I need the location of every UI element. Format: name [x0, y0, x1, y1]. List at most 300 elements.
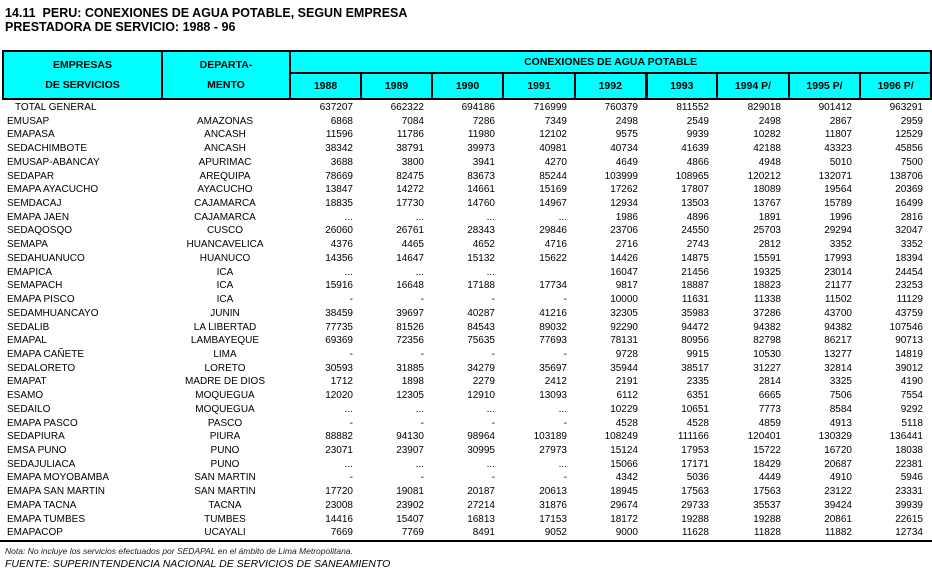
departamento-cell: LAMBAYEQUE: [190, 335, 260, 347]
value-cell: 2716: [615, 239, 638, 251]
value-cell: 16720: [824, 444, 852, 456]
value-cell: 19325: [753, 266, 781, 278]
value-cell: 4376: [330, 239, 353, 251]
value-cell: 14272: [396, 184, 424, 196]
value-cell: ...: [415, 458, 424, 470]
value-cell: -: [349, 294, 353, 306]
value-cell: 77735: [325, 321, 353, 333]
value-cell: 30593: [325, 362, 353, 374]
value-cell: 3352: [829, 239, 852, 251]
empresa-cell: EMUSAP: [7, 115, 50, 127]
value-cell: 11502: [824, 294, 852, 306]
value-cell: -: [491, 348, 495, 360]
empresa-cell: EMAPA SAN MARTIN: [7, 486, 105, 498]
value-cell: 89032: [539, 321, 567, 333]
value-cell: 83673: [467, 170, 495, 182]
departamento-cell: CUSCO: [206, 225, 244, 237]
empresa-cell: EMAPASA: [7, 129, 55, 141]
departamento-cell: AREQUIPA: [199, 170, 251, 182]
table-row: [2, 458, 930, 472]
value-cell: 39939: [895, 499, 923, 511]
value-cell: 10000: [610, 294, 638, 306]
value-cell: 2867: [829, 115, 852, 127]
value-cell: 15789: [824, 198, 852, 210]
value-cell: 38459: [325, 307, 353, 319]
value-cell: 120212: [747, 170, 781, 182]
table-row: [2, 526, 930, 540]
value-cell: 42188: [753, 143, 781, 155]
empresa-cell: SEDAQOSQO: [7, 225, 73, 237]
value-cell: 19288: [681, 513, 709, 525]
value-cell: ...: [558, 403, 567, 415]
value-cell: 14760: [467, 198, 495, 210]
value-cell: 18172: [610, 513, 638, 525]
header-year-1995: 1995 P/: [789, 73, 860, 99]
value-cell: 43759: [895, 307, 923, 319]
value-cell: 108249: [604, 431, 638, 443]
value-cell: 14426: [610, 252, 638, 264]
departamento-cell: LA LIBERTAD: [193, 321, 257, 333]
value-cell: ...: [558, 211, 567, 223]
value-cell: ...: [344, 211, 353, 223]
departamento-cell: APURIMAC: [198, 156, 252, 168]
value-cell: 29733: [681, 499, 709, 511]
empresa-cell: SEDAILO: [7, 403, 51, 415]
table-row: [2, 170, 930, 184]
value-cell: 39973: [467, 143, 495, 155]
value-cell: 6112: [616, 390, 638, 402]
value-cell: -: [420, 472, 424, 484]
value-cell: 5118: [901, 417, 923, 429]
value-cell: 4465: [401, 239, 424, 251]
value-cell: 15591: [753, 252, 781, 264]
table-row: [2, 430, 930, 444]
value-cell: 14647: [396, 252, 424, 264]
value-cell: 7506: [829, 390, 852, 402]
value-cell: 103999: [604, 170, 638, 182]
value-cell: 82475: [396, 170, 424, 182]
value-cell: 9292: [900, 403, 923, 415]
value-cell: 34279: [467, 362, 495, 374]
departamento-cell: LORETO: [204, 362, 246, 374]
table-row: [2, 211, 930, 225]
header-empresas-line2: DE SERVICIOS: [45, 79, 120, 91]
table-row: [2, 471, 930, 485]
value-cell: 3688: [330, 156, 353, 168]
header-group-conexiones: CONEXIONES DE AGUA POTABLE: [290, 51, 931, 73]
header-empresas: [3, 51, 162, 99]
value-cell: 4859: [758, 417, 781, 429]
empresa-cell: EMUSAP-ABANCAY: [7, 156, 100, 168]
table-row: [2, 293, 930, 307]
value-cell: 11828: [753, 527, 781, 539]
value-cell: 17953: [681, 444, 709, 456]
value-cell: ...: [344, 266, 353, 278]
value-cell: 4449: [758, 472, 781, 484]
header-year-1991: 1991: [503, 73, 575, 99]
value-cell: 16813: [467, 513, 495, 525]
departamento-cell: CAJAMARCA: [194, 211, 256, 223]
value-cell: 94130: [396, 431, 424, 443]
departamento-cell: TACNA: [208, 499, 242, 511]
value-cell: 69369: [325, 335, 353, 347]
empresa-cell: EMSA PUNO: [7, 444, 67, 456]
value-cell: 31885: [396, 362, 424, 374]
value-cell: 17563: [753, 486, 781, 498]
departamento-cell: [161, 101, 289, 115]
value-cell: 13767: [753, 198, 781, 210]
value-cell: 9728: [615, 348, 638, 360]
empresa-cell: SEDAMHUANCAYO: [7, 307, 99, 319]
empresa-cell: SEMAPA: [7, 239, 48, 251]
value-cell: -: [349, 417, 353, 429]
value-cell: 2549: [686, 115, 709, 127]
page-title-line1: 14.11 PERU: CONEXIONES DE AGUA POTABLE, SEGUN EMPRESA: [5, 6, 408, 20]
value-cell: 17720: [325, 486, 353, 498]
value-cell: -: [563, 294, 567, 306]
departamento-cell: ICA: [216, 266, 234, 278]
value-cell: ...: [486, 211, 495, 223]
value-cell: 28343: [467, 225, 495, 237]
value-cell: 18945: [610, 486, 638, 498]
value-cell: 16047: [610, 266, 638, 278]
value-cell: 8491: [472, 527, 495, 539]
value-cell: 20687: [824, 458, 852, 470]
value-cell: 9817: [615, 280, 638, 292]
value-cell: ...: [415, 266, 424, 278]
table-row: [2, 238, 930, 252]
value-cell: 7669: [330, 527, 353, 539]
value-cell: 10651: [681, 403, 709, 415]
departamento-cell: SAN MARTIN: [194, 472, 256, 484]
value-cell: 29846: [539, 225, 567, 237]
value-cell: 23907: [396, 444, 424, 456]
empresa-cell: SEDALIB: [7, 321, 50, 333]
table-row: [2, 389, 930, 403]
departamento-cell: AYACUCHO: [197, 184, 253, 196]
empresa-cell: EMAPA JAEN: [7, 211, 70, 223]
data-table: [2, 101, 930, 540]
page-title-line2: PRESTADORA DE SERVICIO: 1988 - 96: [5, 20, 236, 34]
empresa-cell: EMAPA MOYOBAMBA: [7, 472, 110, 484]
empresa-cell: EMAPAT: [7, 376, 47, 388]
departamento-cell: MADRE DE DIOS: [184, 376, 265, 388]
empresa-cell: SEDAPAR: [7, 170, 55, 182]
value-cell: 20861: [824, 513, 852, 525]
value-cell: 17563: [681, 486, 709, 498]
value-cell: 7773: [758, 403, 781, 415]
empresa-cell: EMAPAL: [7, 335, 47, 347]
value-cell: 1898: [401, 376, 424, 388]
table-row: [2, 252, 930, 266]
value-cell: 103189: [533, 431, 567, 443]
value-cell: 18089: [753, 184, 781, 196]
value-cell: 35537: [753, 499, 781, 511]
departamento-cell: AMAZONAS: [196, 115, 254, 127]
value-cell: 94472: [681, 321, 709, 333]
value-cell: 17993: [824, 252, 852, 264]
empresa-cell: SEMDACAJ: [7, 198, 62, 210]
value-cell: 21177: [824, 280, 852, 292]
value-cell: 29674: [610, 499, 638, 511]
value-cell: 9915: [686, 348, 709, 360]
value-cell: 716999: [533, 102, 567, 113]
value-cell: 13093: [539, 390, 567, 402]
value-cell: 19081: [396, 486, 424, 498]
empresa-cell: TOTAL GENERAL: [15, 102, 97, 113]
value-cell: 7500: [900, 156, 923, 168]
value-cell: 12910: [467, 390, 495, 402]
value-cell: 3352: [900, 239, 923, 251]
empresa-cell: ESAMO: [7, 390, 44, 402]
departamento-cell: ANCASH: [204, 129, 246, 141]
value-cell: 31227: [753, 362, 781, 374]
value-cell: 32047: [895, 225, 923, 237]
value-cell: ...: [486, 403, 495, 415]
value-cell: 27973: [539, 444, 567, 456]
value-cell: 92290: [610, 321, 638, 333]
value-cell: 32814: [824, 362, 852, 374]
value-cell: 11628: [681, 527, 709, 539]
value-cell: 694186: [461, 102, 495, 113]
value-cell: 2191: [615, 376, 638, 388]
value-cell: 38342: [325, 143, 353, 155]
header-year-1988: 1988: [290, 73, 361, 99]
table-body: [2, 101, 930, 540]
value-cell: -: [420, 294, 424, 306]
value-cell: 17734: [539, 280, 567, 292]
value-cell: 20369: [895, 184, 923, 196]
value-cell: 4190: [900, 376, 923, 388]
value-cell: 7286: [472, 115, 495, 127]
value-cell: 2814: [758, 376, 781, 388]
table-row: [2, 334, 930, 348]
value-cell: 8584: [829, 403, 852, 415]
value-cell: ...: [486, 266, 495, 278]
value-cell: -: [491, 417, 495, 429]
value-cell: 108965: [675, 170, 709, 182]
value-cell: 18429: [753, 458, 781, 470]
value-cell: 15407: [396, 513, 424, 525]
value-cell: 4948: [758, 156, 781, 168]
value-cell: 90713: [895, 335, 923, 347]
table-row: [2, 183, 930, 197]
value-cell: 77693: [539, 335, 567, 347]
value-cell: 4910: [829, 472, 852, 484]
value-cell: 132071: [818, 170, 852, 182]
value-cell: 14661: [467, 184, 495, 196]
departamento-cell: LIMA: [213, 348, 237, 360]
value-cell: 12102: [539, 129, 567, 141]
value-cell: 3325: [829, 376, 852, 388]
value-cell: 2498: [758, 115, 781, 127]
value-cell: 19288: [753, 513, 781, 525]
value-cell: -: [563, 348, 567, 360]
value-cell: 6665: [758, 390, 781, 402]
value-cell: 23008: [325, 499, 353, 511]
value-cell: 4528: [686, 417, 709, 429]
value-cell: 18823: [753, 280, 781, 292]
value-cell: ...: [558, 458, 567, 470]
value-cell: 12529: [895, 129, 923, 141]
value-cell: 15132: [467, 252, 495, 264]
value-cell: 2743: [686, 239, 709, 251]
value-cell: 40981: [539, 143, 567, 155]
value-cell: 11338: [753, 294, 781, 306]
value-cell: -: [420, 348, 424, 360]
value-cell: 15124: [610, 444, 638, 456]
header-year-1990: 1990: [432, 73, 503, 99]
value-cell: 26761: [396, 225, 424, 237]
empresa-cell: EMAPA TUMBES: [7, 513, 85, 525]
value-cell: 14819: [895, 348, 923, 360]
value-cell: 4652: [472, 239, 495, 251]
value-cell: 72356: [396, 335, 424, 347]
header-departamento-line2: MENTO: [207, 79, 245, 91]
value-cell: 6351: [686, 390, 709, 402]
value-cell: 22381: [895, 458, 923, 470]
departamento-cell: CAJAMARCA: [194, 198, 256, 210]
value-cell: 4716: [544, 239, 567, 251]
value-cell: 4866: [686, 156, 709, 168]
value-cell: 1891: [758, 211, 781, 223]
value-cell: 40287: [467, 307, 495, 319]
value-cell: 15169: [539, 184, 567, 196]
value-cell: 4342: [615, 472, 638, 484]
value-cell: 4528: [615, 417, 638, 429]
value-cell: 82798: [753, 335, 781, 347]
value-cell: 23902: [396, 499, 424, 511]
value-cell: 14875: [681, 252, 709, 264]
empresa-cell: SEDALORETO: [7, 362, 76, 374]
header-departamento-line1: DEPARTA-: [199, 59, 253, 71]
departamento-cell: HUANCAVELICA: [186, 239, 264, 251]
empresa-cell: EMAPA PASCO: [7, 417, 78, 429]
value-cell: 9575: [615, 129, 638, 141]
value-cell: 4896: [686, 211, 709, 223]
departamento-cell: ICA: [216, 294, 234, 306]
value-cell: -: [491, 472, 495, 484]
value-cell: 78131: [610, 335, 638, 347]
value-cell: 86217: [824, 335, 852, 347]
value-cell: 41216: [539, 307, 567, 319]
value-cell: 637207: [319, 102, 353, 113]
value-cell: 37286: [753, 307, 781, 319]
departamento-cell: ANCASH: [204, 143, 246, 155]
header-year-1993: 1993: [646, 73, 717, 99]
empresa-cell: SEDAHUANUCO: [7, 252, 85, 264]
table-row: [2, 348, 930, 362]
value-cell: 3941: [472, 156, 495, 168]
value-cell: 662322: [390, 102, 424, 113]
value-cell: 27214: [467, 499, 495, 511]
value-cell: 39012: [895, 362, 923, 374]
value-cell: 41639: [681, 143, 709, 155]
departamento-cell: ICA: [216, 280, 234, 292]
value-cell: 13847: [325, 184, 353, 196]
table-row: [2, 307, 930, 321]
value-cell: 35983: [681, 307, 709, 319]
value-cell: 80956: [681, 335, 709, 347]
value-cell: 23331: [895, 486, 923, 498]
value-cell: 17730: [396, 198, 424, 210]
footnote: Nota: No incluye los servicios efectuados por SEDAPAL en el ámbito de Lima Metropolitana.: [5, 546, 353, 556]
value-cell: 5036: [686, 472, 709, 484]
value-cell: 111166: [677, 431, 709, 443]
value-cell: 17171: [681, 458, 709, 470]
table-row: [2, 417, 930, 431]
departamento-cell: JUNIN: [210, 307, 240, 319]
table-row: [2, 513, 930, 527]
value-cell: 23706: [610, 225, 638, 237]
departamento-cell: MOQUEGUA: [195, 390, 255, 402]
value-cell: 107546: [889, 321, 923, 333]
value-cell: 20613: [539, 486, 567, 498]
empresa-cell: EMAPICA: [7, 266, 53, 278]
empresa-cell: EMAPACOP: [7, 527, 63, 539]
departamento-cell: UCAYALI: [204, 527, 246, 539]
value-cell: 10282: [753, 129, 781, 141]
value-cell: 16499: [895, 198, 923, 210]
header-departamento: [162, 51, 290, 99]
value-cell: 85244: [539, 170, 567, 182]
value-cell: 98964: [467, 431, 495, 443]
empresa-cell: EMAPA AYACUCHO: [7, 184, 99, 196]
value-cell: [502, 266, 574, 280]
value-cell: 760379: [604, 102, 638, 113]
value-cell: 38791: [396, 143, 424, 155]
value-cell: 15722: [753, 444, 781, 456]
header-year-1996: 1996 P/: [860, 73, 931, 99]
value-cell: 11882: [824, 527, 852, 539]
value-cell: ...: [344, 458, 353, 470]
value-cell: 17262: [610, 184, 638, 196]
table-row: [2, 485, 930, 499]
header-year-1989: 1989: [361, 73, 432, 99]
value-cell: 24550: [681, 225, 709, 237]
value-cell: 15066: [610, 458, 638, 470]
value-cell: 14416: [325, 513, 353, 525]
table-row: [2, 403, 930, 417]
table-row: [2, 156, 930, 170]
value-cell: 20187: [467, 486, 495, 498]
value-cell: 5946: [900, 472, 923, 484]
value-cell: 23071: [325, 444, 353, 456]
value-cell: 26060: [325, 225, 353, 237]
table-row: [2, 197, 930, 211]
value-cell: 2812: [758, 239, 781, 251]
value-cell: 12305: [396, 390, 424, 402]
empresa-cell: EMAPA CAÑETE: [7, 348, 85, 360]
value-cell: 12020: [325, 390, 353, 402]
value-cell: 39697: [396, 307, 424, 319]
table-row: [2, 266, 930, 280]
departamento-cell: HUANUCO: [199, 252, 251, 264]
value-cell: 13277: [824, 348, 852, 360]
departamento-cell: PIURA: [209, 431, 241, 443]
value-cell: 120401: [747, 431, 781, 443]
empresa-cell: SEDACHIMBOTE: [7, 143, 88, 155]
source-note: FUENTE: SUPERINTENDENCIA NACIONAL DE SERVICIOS DE SANEAMIENTO: [5, 558, 391, 570]
value-cell: 963291: [889, 102, 923, 113]
value-cell: 18038: [895, 444, 923, 456]
value-cell: 40734: [610, 143, 638, 155]
value-cell: 7084: [401, 115, 424, 127]
value-cell: 14356: [325, 252, 353, 264]
value-cell: 81526: [396, 321, 424, 333]
value-cell: ...: [344, 403, 353, 415]
value-cell: 78669: [325, 170, 353, 182]
